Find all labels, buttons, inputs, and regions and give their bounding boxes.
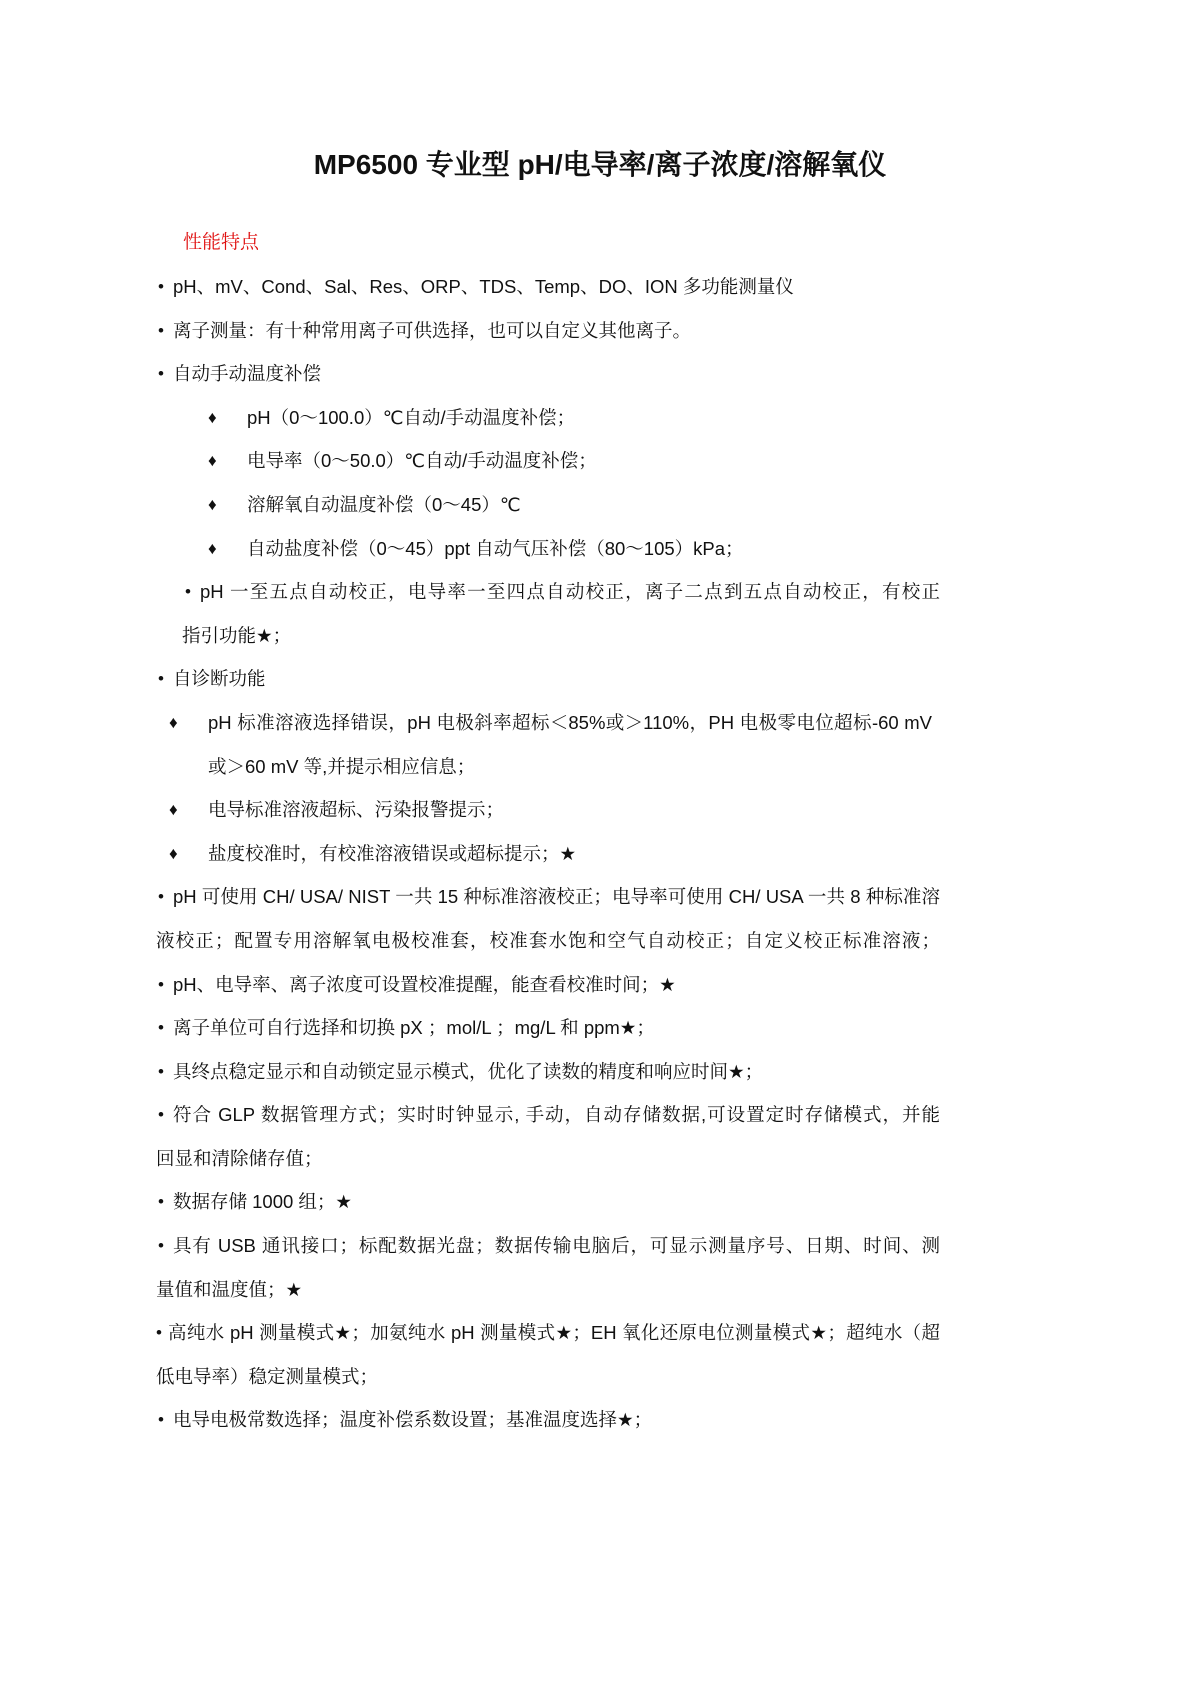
- bullet-icon: •: [156, 1323, 162, 1343]
- diamond-bullet-icon: ♦: [169, 800, 178, 820]
- list-line: [0, 1006, 1200, 1050]
- line-text: 液校正；配置专用溶解氧电极校准套，校准套水饱和空气自动校正；自定义校正标准溶液；: [156, 929, 940, 951]
- bullet-icon: •: [158, 1105, 164, 1125]
- line-text: 数据存储 1000 组；★: [173, 1191, 353, 1213]
- list-line: [0, 657, 1200, 701]
- line-text: pH 标准溶液选择错误，pH 电极斜率超标＜85%或＞110%，PH 电极零电位超标-60 mV: [208, 711, 932, 733]
- list-line: [0, 527, 1200, 571]
- list-line: [0, 1137, 1200, 1181]
- line-text: 电导率（0～50.0）℃自动/手动温度补偿；: [247, 450, 597, 472]
- diamond-bullet-icon: ♦: [208, 451, 217, 471]
- bullet-icon: •: [185, 582, 191, 602]
- list-line: [0, 963, 1200, 1007]
- list-line: [0, 788, 1200, 832]
- bullet-icon: •: [158, 887, 164, 907]
- diamond-bullet-icon: ♦: [169, 843, 178, 863]
- line-text: pH 可使用 CH/ USA/ NIST 一共 15 种标准溶液校正；电导率可使用 CH/ USA 一共 8 种标准溶: [173, 886, 940, 908]
- line-text: pH、mV、Cond、Sal、Res、ORP、TDS、Temp、DO、ION 多功能测量仪: [173, 276, 794, 297]
- line-text: 溶解氧自动温度补偿（0～45）℃: [247, 493, 521, 515]
- line-text: 符合 GLP 数据管理方式；实时时钟显示, 手动，自动存储数据,可设置定时存储模式，并能: [173, 1104, 940, 1126]
- line-text: 电导标准溶液超标、污染报警提示；: [208, 799, 505, 821]
- list-line: [0, 875, 1200, 919]
- bullet-icon: •: [158, 1410, 164, 1430]
- line-text: 自动盐度补偿（0～45）ppt 自动气压补偿（80～105）kPa；: [247, 537, 744, 559]
- list-line: [0, 919, 1200, 963]
- bullet-icon: •: [158, 1236, 164, 1256]
- bullet-icon: •: [158, 320, 164, 340]
- bullet-icon: •: [158, 974, 164, 994]
- list-line: [0, 1093, 1200, 1137]
- bullet-icon: •: [158, 277, 164, 296]
- line-text: 自诊断功能: [173, 668, 266, 690]
- list-line: [0, 1224, 1200, 1268]
- line-text: pH 一至五点自动校正，电导率一至四点自动校正，离子二点到五点自动校正，有校正: [200, 581, 940, 603]
- list-line: [0, 1355, 1200, 1399]
- list-line: [0, 570, 1200, 614]
- diamond-bullet-icon: ♦: [208, 538, 217, 558]
- list-line: [0, 1180, 1200, 1224]
- diamond-bullet-icon: ♦: [169, 712, 178, 732]
- diamond-bullet-icon: ♦: [208, 494, 217, 514]
- line-text: 量值和温度值；★: [156, 1278, 303, 1300]
- list-line: [0, 1268, 1200, 1312]
- diamond-bullet-icon: ♦: [208, 407, 217, 427]
- line-text: pH、电导率、离子浓度可设置校准提醒，能查看校准时间；★: [173, 973, 676, 995]
- bullet-icon: •: [158, 1061, 164, 1081]
- list-line: [0, 701, 1200, 745]
- line-text: 或＞60 mV 等,并提示相应信息；: [208, 755, 476, 777]
- line-text: 低电导率）稳定测量模式；: [156, 1365, 379, 1387]
- list-line: [0, 483, 1200, 527]
- list-line: [0, 439, 1200, 483]
- list-line: [0, 745, 1200, 789]
- line-text: 离子测量：有十种常用离子可供选择，也可以自定义其他离子。: [173, 319, 692, 341]
- bullet-icon: •: [158, 364, 164, 384]
- line-text: pH（0～100.0）℃自动/手动温度补偿；: [247, 406, 576, 428]
- bullet-icon: •: [158, 1018, 164, 1038]
- list-line: [0, 1311, 1200, 1355]
- bullet-icon: •: [158, 669, 164, 689]
- list-line: [0, 1398, 1200, 1442]
- list-line: [0, 309, 1200, 353]
- line-text: 自动手动温度补偿: [173, 363, 322, 385]
- list-line: [0, 832, 1200, 876]
- line-text: 指引功能★；: [182, 624, 292, 646]
- document-title: MP6500 专业型 pH/电导率/离子浓度/溶解氧仪: [313, 149, 887, 180]
- feature-list: [0, 265, 1200, 1442]
- bullet-icon: •: [158, 1192, 164, 1212]
- list-line: [0, 352, 1200, 396]
- list-line: [0, 614, 1200, 658]
- list-line: [0, 1050, 1200, 1094]
- line-text: 离子单位可自行选择和切换 pX ；mol/L ；mg/L 和 ppm★；: [173, 1017, 655, 1039]
- line-text: 电导电极常数选择；温度补偿系数设置；基准温度选择★；: [173, 1409, 653, 1431]
- list-line: [0, 265, 1200, 309]
- line-text: 回显和清除储存值；: [156, 1147, 323, 1169]
- section-heading: 性能特点: [183, 232, 260, 253]
- list-line: [0, 396, 1200, 440]
- line-text: 具终点稳定显示和自动锁定显示模式，优化了读数的精度和响应时间★；: [173, 1060, 764, 1082]
- line-text: 高纯水 pH 测量模式★；加氨纯水 pH 测量模式★；EH 氧化还原电位测量模式★；超纯水（超: [168, 1322, 940, 1344]
- line-text: 具有 USB 通讯接口；标配数据光盘；数据传输电脑后，可显示测量序号、日期、时间、测: [173, 1235, 940, 1257]
- line-text: 盐度校准时，有校准溶液错误或超标提示；★: [208, 842, 577, 864]
